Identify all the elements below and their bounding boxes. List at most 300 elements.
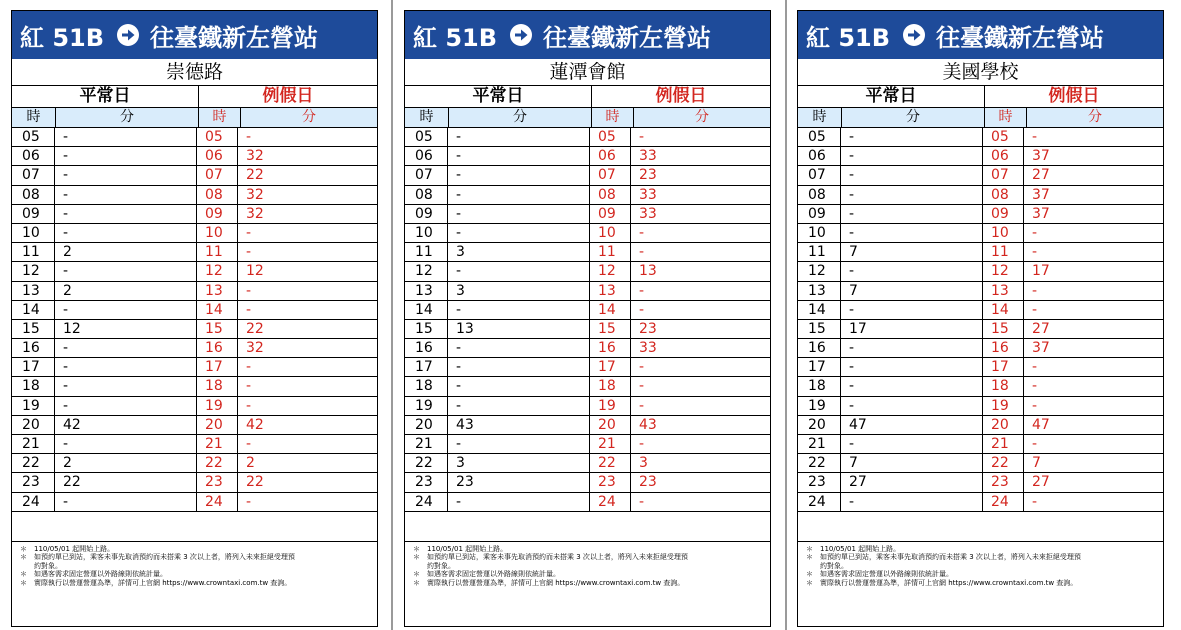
table-row [798, 397, 1163, 416]
holiday-hour-cell: 21 [197, 435, 238, 453]
weekday-minute-cell: 2 [55, 454, 197, 472]
weekday-hour-cell: 08 [12, 186, 55, 204]
holiday-hour-cell: 11 [197, 243, 238, 261]
weekday-minute-cell: - [55, 397, 197, 415]
table-row [12, 205, 377, 224]
holiday-minute-cell: 3 [639, 455, 648, 472]
day-type-header [12, 86, 377, 108]
holiday-hour-cell: 19 [983, 397, 1024, 415]
holiday-minute-cell: - [1032, 301, 1038, 318]
weekday-minute-heading: 分 [56, 108, 199, 127]
weekday-minute-cell: - [841, 358, 983, 376]
holiday-minute-cell: 37 [1032, 340, 1050, 357]
note-line: ＊ 實際執行以營運營運為準，詳情可上官網 https://www.crowntaxi.com.tw 查詢。 [20, 578, 292, 587]
holiday-minute-cell: 32 [246, 148, 264, 165]
weekday-minute-cell: - [841, 262, 983, 280]
weekday-minute-cell: - [55, 186, 197, 204]
table-row [12, 377, 377, 396]
holiday-hour-cell: 07 [983, 166, 1024, 184]
weekday-minute-cell: 43 [448, 416, 590, 434]
table-row [798, 435, 1163, 454]
note-line: 約對象。 [413, 561, 455, 570]
weekday-minute-cell: - [55, 435, 197, 453]
weekday-minute-cell: - [841, 147, 983, 165]
holiday-hour-cell: 16 [590, 339, 631, 357]
weekday-minute-cell: 13 [448, 320, 590, 338]
column-header [405, 108, 770, 128]
weekday-minute-cell: 2 [55, 282, 197, 300]
weekday-minute-cell: - [448, 128, 590, 146]
weekday-hour-cell: 24 [12, 493, 55, 511]
weekday-hour-cell: 17 [12, 358, 55, 376]
holiday-hour-cell: 09 [590, 205, 631, 223]
table-row [405, 435, 770, 454]
holiday-hour-heading: 時 [592, 108, 634, 127]
holiday-hour-cell: 17 [590, 358, 631, 376]
weekday-hour-cell: 20 [798, 416, 841, 434]
route-number: 紅 51B [413, 23, 498, 52]
holiday-hour-cell: 15 [590, 320, 631, 338]
weekday-hour-cell: 14 [12, 301, 55, 319]
weekday-minute-cell: - [841, 493, 983, 511]
weekday-minute-cell: - [448, 301, 590, 319]
blank-row [798, 512, 1163, 542]
note-line: 約對象。 [806, 561, 848, 570]
holiday-hour-cell: 13 [983, 282, 1024, 300]
notes [798, 542, 1163, 588]
note-line: ＊ 如預約單已到站，乘客未事先取消預約而未搭乘 3 次以上者，將列入未來拒絕受理預 [413, 553, 688, 562]
table-row [405, 262, 770, 281]
arrow-right-icon [509, 23, 533, 47]
weekday-minute-cell: - [841, 339, 983, 357]
timetable-panel [404, 10, 771, 627]
weekday-minute-cell: - [448, 435, 590, 453]
weekday-hour-cell: 12 [405, 262, 448, 280]
weekday-minute-cell: 3 [448, 243, 590, 261]
note-line: ＊ 如預約單已到站，乘客未事先取消預約而未搭乘 3 次以上者，將列入未來拒絕受理預 [806, 553, 1081, 562]
table-row [405, 147, 770, 166]
weekday-hour-cell: 19 [405, 397, 448, 415]
weekday-hour-cell: 19 [798, 397, 841, 415]
blank-row [12, 512, 377, 542]
holiday-minute-cell: 47 [1032, 416, 1050, 433]
weekday-minute-cell: 42 [55, 416, 197, 434]
weekday-minute-cell: 22 [55, 473, 197, 491]
weekday-hour-cell: 06 [12, 147, 55, 165]
weekday-hour-cell: 08 [405, 186, 448, 204]
holiday-hour-cell: 06 [590, 147, 631, 165]
weekday-hour-cell: 24 [405, 493, 448, 511]
table-row [798, 262, 1163, 281]
holiday-hour-cell: 19 [590, 397, 631, 415]
holiday-minute-cell: - [246, 301, 252, 318]
holiday-hour-cell: 06 [197, 147, 238, 165]
holiday-minute-cell: - [639, 397, 645, 414]
holiday-minute-cell: - [1032, 493, 1038, 510]
weekday-hour-heading: 時 [798, 108, 842, 127]
holiday-hour-cell: 07 [590, 166, 631, 184]
note-line: ＊ 110/05/01 起開始上路。 [806, 544, 901, 553]
weekday-hour-cell: 20 [405, 416, 448, 434]
holiday-hour-cell: 08 [983, 186, 1024, 204]
holiday-hour-cell: 15 [983, 320, 1024, 338]
holiday-hour-cell: 22 [197, 454, 238, 472]
route-number: 紅 51B [20, 23, 105, 52]
table-row [798, 339, 1163, 358]
weekday-hour-cell: 11 [12, 243, 55, 261]
holiday-minute-cell: 32 [246, 340, 264, 357]
holiday-hour-cell: 24 [983, 493, 1024, 511]
weekday-hour-cell: 13 [798, 282, 841, 300]
holiday-hour-cell: 13 [197, 282, 238, 300]
table-row [12, 454, 377, 473]
weekday-hour-cell: 12 [798, 262, 841, 280]
weekday-hour-cell: 09 [798, 205, 841, 223]
table-row [12, 320, 377, 339]
weekday-minute-heading: 分 [449, 108, 592, 127]
weekday-hour-cell: 21 [405, 435, 448, 453]
holiday-hour-cell: 12 [197, 262, 238, 280]
weekday-minute-cell: 27 [841, 473, 983, 491]
table-row [405, 473, 770, 492]
weekday-hour-cell: 16 [12, 339, 55, 357]
weekday-minute-cell: - [841, 128, 983, 146]
holiday-hour-cell: 11 [983, 243, 1024, 261]
table-row [798, 320, 1163, 339]
weekday-minute-cell: 47 [841, 416, 983, 434]
weekday-hour-cell: 14 [405, 301, 448, 319]
panel-separator [391, 0, 393, 630]
holiday-minute-cell: 37 [1032, 186, 1050, 203]
holiday-minute-heading: 分 [302, 109, 316, 125]
holiday-hour-cell: 10 [590, 224, 631, 242]
weekday-hour-cell: 23 [798, 473, 841, 491]
weekday-hour-cell: 13 [405, 282, 448, 300]
holiday-minute-cell: - [1032, 282, 1038, 299]
table-row [798, 358, 1163, 377]
arrow-right-icon [116, 23, 140, 47]
holiday-minute-cell: - [246, 282, 252, 299]
weekday-minute-cell: 2 [55, 243, 197, 261]
table-row [12, 416, 377, 435]
holiday-minute-cell: - [1032, 397, 1038, 414]
day-type-header [405, 86, 770, 108]
weekday-hour-cell: 10 [12, 224, 55, 242]
holiday-minute-cell: - [639, 436, 645, 452]
holiday-hour-cell: 05 [590, 128, 631, 146]
weekday-hour-cell: 07 [798, 166, 841, 184]
note-line: ＊ 如遇客需求固定營運以外路線則依統計量。 [413, 570, 560, 579]
table-row [12, 128, 377, 147]
holiday-minute-cell: 32 [246, 186, 264, 203]
holiday-hour-cell: 19 [197, 397, 238, 415]
weekday-hour-cell: 11 [798, 243, 841, 261]
table-row [12, 435, 377, 454]
weekday-hour-cell: 07 [12, 166, 55, 184]
route-header [405, 11, 770, 59]
weekday-minute-heading: 分 [842, 108, 985, 127]
note-line: 約對象。 [20, 561, 62, 570]
weekday-minute-cell: - [55, 128, 197, 146]
table-row [798, 205, 1163, 224]
holiday-minute-cell: - [1032, 436, 1038, 452]
table-row [798, 224, 1163, 243]
holiday-minute-cell: 22 [246, 320, 264, 337]
blank-row [405, 512, 770, 542]
weekday-minute-cell: - [55, 166, 197, 184]
table-row [798, 147, 1163, 166]
holiday-minute-cell: 33 [639, 186, 657, 203]
weekday-hour-cell: 09 [405, 205, 448, 223]
holiday-hour-cell: 18 [197, 377, 238, 395]
notes [12, 542, 377, 588]
holiday-hour-cell: 10 [197, 224, 238, 242]
table-row [12, 358, 377, 377]
holiday-minute-cell: - [246, 436, 252, 452]
holiday-minute-cell: - [639, 282, 645, 299]
holiday-minute-cell: 32 [246, 205, 264, 222]
weekday-hour-cell: 13 [12, 282, 55, 300]
weekday-minute-cell: - [841, 435, 983, 453]
weekday-minute-cell: - [448, 147, 590, 165]
weekday-minute-cell: - [448, 377, 590, 395]
table-row [798, 282, 1163, 301]
weekday-heading: 平常日 [405, 86, 592, 107]
weekday-hour-cell: 21 [798, 435, 841, 453]
table-row [405, 358, 770, 377]
timetable-panel [797, 10, 1164, 627]
holiday-hour-cell: 20 [590, 416, 631, 434]
weekday-hour-cell: 08 [798, 186, 841, 204]
holiday-hour-cell: 14 [983, 301, 1024, 319]
weekday-minute-cell: - [448, 358, 590, 376]
holiday-hour-cell: 08 [197, 186, 238, 204]
holiday-hour-cell: 12 [983, 262, 1024, 280]
holiday-minute-cell: 23 [639, 167, 657, 184]
table-row [798, 166, 1163, 185]
table-row [405, 397, 770, 416]
weekday-hour-cell: 19 [12, 397, 55, 415]
note-line: ＊ 如預約單已到站，乘客未事先取消預約而未搭乘 3 次以上者，將列入未來拒絕受理預 [20, 553, 295, 562]
weekday-minute-cell: - [841, 301, 983, 319]
holiday-hour-cell: 09 [197, 205, 238, 223]
weekday-minute-cell: 12 [55, 320, 197, 338]
weekday-hour-cell: 10 [405, 224, 448, 242]
table-row [405, 454, 770, 473]
table-row [798, 416, 1163, 435]
weekday-hour-cell: 16 [405, 339, 448, 357]
holiday-minute-cell: - [1032, 129, 1038, 145]
note-line: ＊ 110/05/01 起開始上路。 [20, 544, 115, 553]
column-header [12, 108, 377, 128]
weekday-hour-cell: 06 [798, 147, 841, 165]
table-row [12, 224, 377, 243]
table-row [798, 186, 1163, 205]
weekday-minute-cell: - [841, 205, 983, 223]
holiday-minute-cell: - [246, 493, 252, 510]
weekday-hour-cell: 22 [405, 454, 448, 472]
weekday-hour-cell: 23 [12, 473, 55, 491]
holiday-minute-cell: - [246, 378, 252, 395]
weekday-hour-cell: 23 [405, 473, 448, 491]
table-row [798, 377, 1163, 396]
weekday-hour-cell: 06 [405, 147, 448, 165]
holiday-hour-cell: 22 [983, 454, 1024, 472]
holiday-minute-cell: 22 [246, 167, 264, 184]
holiday-hour-cell: 08 [590, 186, 631, 204]
table-row [12, 186, 377, 205]
table-row [405, 493, 770, 512]
route-number: 紅 51B [806, 23, 891, 52]
weekday-hour-cell: 15 [12, 320, 55, 338]
arrow-right-icon [902, 23, 926, 47]
holiday-minute-heading: 分 [695, 109, 709, 125]
table-row [405, 243, 770, 262]
weekday-minute-cell: - [841, 224, 983, 242]
table-row [12, 262, 377, 281]
weekday-hour-cell: 05 [798, 128, 841, 146]
holiday-minute-cell: - [1032, 244, 1038, 261]
holiday-hour-cell: 17 [197, 358, 238, 376]
holiday-hour-cell: 18 [983, 377, 1024, 395]
weekday-hour-cell: 11 [405, 243, 448, 261]
table-row [12, 243, 377, 262]
holiday-minute-cell: - [246, 397, 252, 414]
holiday-minute-cell: 27 [1032, 167, 1050, 184]
table-row [798, 301, 1163, 320]
holiday-hour-cell: 24 [197, 493, 238, 511]
weekday-hour-heading: 時 [12, 108, 56, 127]
weekday-hour-cell: 18 [12, 377, 55, 395]
weekday-hour-cell: 15 [405, 320, 448, 338]
holiday-hour-cell: 21 [590, 435, 631, 453]
table-row [405, 166, 770, 185]
weekday-hour-cell: 09 [12, 205, 55, 223]
weekday-minute-cell: - [55, 205, 197, 223]
holiday-minute-cell: 27 [1032, 320, 1050, 337]
holiday-minute-cell: - [1032, 359, 1038, 376]
weekday-minute-cell: - [448, 205, 590, 223]
timetable-body [12, 128, 377, 512]
table-row [12, 282, 377, 301]
table-row [405, 128, 770, 147]
weekday-minute-cell: - [55, 224, 197, 242]
weekday-hour-cell: 20 [12, 416, 55, 434]
weekday-hour-heading: 時 [405, 108, 449, 127]
holiday-hour-cell: 13 [590, 282, 631, 300]
holiday-hour-cell: 23 [590, 473, 631, 491]
weekday-hour-cell: 10 [798, 224, 841, 242]
holiday-minute-cell: - [639, 301, 645, 318]
weekday-hour-cell: 12 [12, 262, 55, 280]
table-row [405, 377, 770, 396]
holiday-minute-cell: 43 [639, 416, 657, 433]
note-line: ＊ 實際執行以營運營運為準，詳情可上官網 https://www.crowntaxi.com.tw 查詢。 [413, 578, 685, 587]
stop-name: 美國學校 [798, 59, 1163, 86]
holiday-minute-cell: 2 [246, 455, 255, 472]
holiday-hour-cell: 20 [983, 416, 1024, 434]
holiday-minute-cell: 23 [639, 474, 657, 491]
table-row [405, 186, 770, 205]
stop-name: 蓮潭會館 [405, 59, 770, 86]
holiday-minute-cell: 22 [246, 474, 264, 491]
holiday-minute-cell: - [246, 359, 252, 376]
holiday-minute-cell: 33 [639, 205, 657, 222]
holiday-minute-cell: - [639, 378, 645, 395]
table-row [12, 397, 377, 416]
holiday-hour-cell: 17 [983, 358, 1024, 376]
holiday-hour-cell: 20 [197, 416, 238, 434]
weekday-minute-cell: 3 [448, 454, 590, 472]
route-destination: 往臺鐵新左營站 [936, 23, 1105, 52]
holiday-minute-cell: 13 [639, 263, 657, 280]
holiday-hour-cell: 12 [590, 262, 631, 280]
table-row [798, 493, 1163, 512]
holiday-hour-cell: 15 [197, 320, 238, 338]
holiday-hour-cell: 14 [590, 301, 631, 319]
weekday-minute-cell: - [448, 166, 590, 184]
holiday-heading: 例假日 [655, 86, 707, 106]
note-line: ＊ 110/05/01 起開始上路。 [413, 544, 508, 553]
table-row [405, 339, 770, 358]
route-header [12, 11, 377, 59]
holiday-hour-cell: 05 [983, 128, 1024, 146]
weekday-hour-cell: 05 [405, 128, 448, 146]
table-row [12, 147, 377, 166]
holiday-minute-cell: 37 [1032, 205, 1050, 222]
table-row [12, 166, 377, 185]
weekday-hour-cell: 18 [798, 377, 841, 395]
weekday-minute-cell: - [55, 339, 197, 357]
timetable-panel [11, 10, 378, 627]
weekday-heading: 平常日 [12, 86, 199, 107]
holiday-hour-cell: 14 [197, 301, 238, 319]
weekday-minute-cell: - [55, 493, 197, 511]
holiday-minute-cell: - [246, 129, 252, 145]
holiday-minute-cell: - [639, 493, 645, 510]
holiday-minute-cell: - [1032, 378, 1038, 395]
weekday-minute-cell: 7 [841, 282, 983, 300]
holiday-minute-cell: - [246, 224, 252, 241]
holiday-minute-cell: 23 [639, 320, 657, 337]
holiday-minute-cell: - [639, 359, 645, 376]
holiday-hour-cell: 09 [983, 205, 1024, 223]
table-row [405, 205, 770, 224]
holiday-hour-cell: 16 [197, 339, 238, 357]
holiday-minute-cell: - [639, 129, 645, 145]
holiday-hour-cell: 06 [983, 147, 1024, 165]
weekday-minute-cell: - [448, 397, 590, 415]
weekday-minute-cell: - [448, 224, 590, 242]
timetable-body [405, 128, 770, 512]
note-line: ＊ 如遇客需求固定營運以外路線則依統計量。 [20, 570, 167, 579]
weekday-minute-cell: 7 [841, 454, 983, 472]
holiday-minute-cell: 42 [246, 416, 264, 433]
day-type-header [798, 86, 1163, 108]
holiday-minute-cell: 12 [246, 263, 264, 280]
holiday-hour-cell: 23 [197, 473, 238, 491]
table-row [798, 473, 1163, 492]
weekday-hour-cell: 17 [798, 358, 841, 376]
holiday-minute-cell: - [246, 244, 252, 261]
holiday-minute-cell: 33 [639, 340, 657, 357]
holiday-heading: 例假日 [1048, 86, 1100, 106]
holiday-hour-cell: 07 [197, 166, 238, 184]
weekday-minute-cell: 23 [448, 473, 590, 491]
holiday-minute-cell: 33 [639, 148, 657, 165]
holiday-minute-cell: 7 [1032, 455, 1041, 472]
weekday-minute-cell: - [55, 377, 197, 395]
